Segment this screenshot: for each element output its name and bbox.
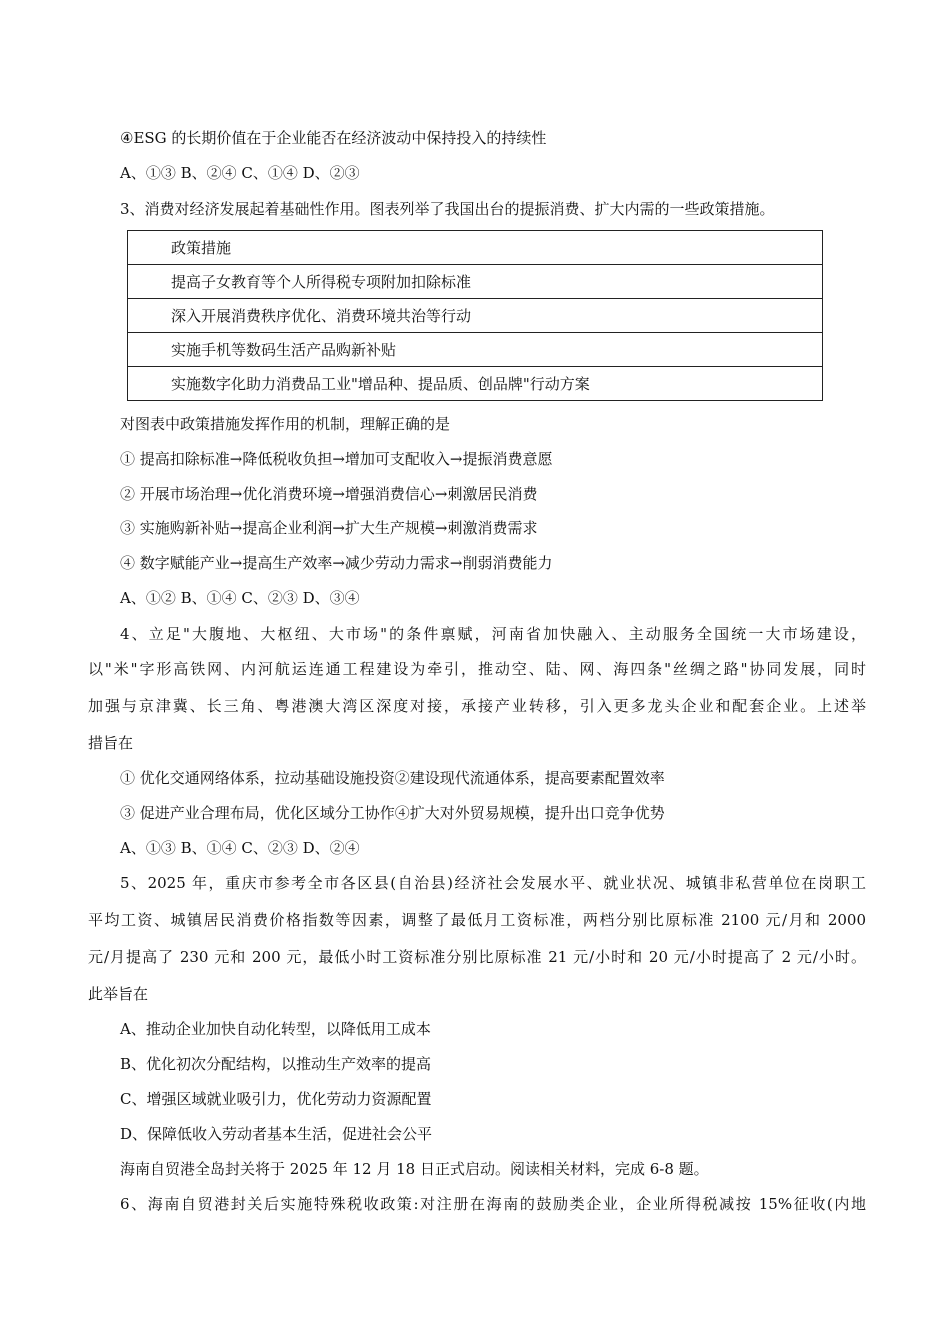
table-row (128, 333, 823, 367)
q5-stem-line-3: 元/月提高了 230 元和 200 元，最低小时工资标准分别比原标准 21 元/小时和 20 元/小时提高了 2 元/小时。 (88, 948, 866, 966)
q6-stem-line-1: 6、海南自贸港封关后实施特殊税收政策:对注册在海南的鼓励类企业，企业所得税减按 15%征收(内地 (120, 1195, 866, 1213)
table-row (128, 367, 823, 401)
table-cell: 深入开展消费秩序优化、消费环境共治等行动 (128, 299, 823, 333)
table-cell: 实施数字化助力消费品工业"增品种、提品质、创品牌"行动方案 (128, 367, 823, 401)
q5-option-b: B、优化初次分配结构，以推动生产效率的提高 (120, 1055, 432, 1073)
table-row (128, 299, 823, 333)
q4-options: A、①③ B、①④ C、②③ D、②④ (120, 839, 360, 857)
q3-question: 对图表中政策措施发挥作用的机制，理解正确的是 (120, 415, 451, 433)
table-header-row (128, 231, 823, 265)
q3-item-3: ③ 实施购新补贴→提高企业利润→扩大生产规模→刺激消费需求 (120, 519, 538, 537)
table-cell: 实施手机等数码生活产品购新补贴 (128, 333, 823, 367)
q5-option-d: D、保障低收入劳动者基本生活，促进社会公平 (120, 1125, 433, 1143)
q4-stem-line-4: 措旨在 (88, 734, 134, 752)
q3-options: A、①② B、①④ C、②③ D、③④ (120, 589, 360, 607)
policy-table (127, 230, 823, 401)
q2-item-4: ④ESG 的长期价值在于企业能否在经济波动中保持投入的持续性 (120, 129, 547, 147)
intro-6-8: 海南自贸港全岛封关将于 2025 年 12 月 18 日正式启动。阅读相关材料，完成 6-8 题。 (120, 1160, 709, 1178)
q3-stem: 3、消费对经济发展起着基础性作用。图表列举了我国出台的提振消费、扩大内需的一些政策措施。 (120, 200, 775, 218)
q5-option-a: A、推动企业加快自动化转型，以降低用工成本 (120, 1020, 431, 1038)
q5-stem-line-1: 5、2025 年，重庆市参考全市各区县(自治县)经济社会发展水平、就业状况、城镇非私营单位在岗职工 (120, 874, 866, 892)
q4-stem-line-2: 以"米"字形高铁网、内河航运连通工程建设为牵引，推动空、陆、网、海四条"丝绸之路"协同发展，同时 (88, 660, 866, 678)
q5-stem-line-2: 平均工资、城镇居民消费价格指数等因素，调整了最低月工资标准，两档分别比原标准 2100 元/月和 2000 (88, 911, 866, 929)
q2-options: A、①③ B、②④ C、①④ D、②③ (120, 164, 360, 182)
q3-item-2: ② 开展市场治理→优化消费环境→增强消费信心→刺激居民消费 (120, 485, 538, 503)
q4-stem-line-1: 4、立足"大腹地、大枢纽、大市场"的条件禀赋，河南省加快融入、主动服务全国统一大市场建设， (120, 625, 866, 643)
q4-item-2: ③ 促进产业合理布局，优化区域分工协作④扩大对外贸易规模，提升出口竞争优势 (120, 804, 665, 822)
table-cell: 提高子女教育等个人所得税专项附加扣除标准 (128, 265, 823, 299)
table-row (128, 265, 823, 299)
q3-item-4: ④ 数字赋能产业→提高生产效率→减少劳动力需求→削弱消费能力 (120, 554, 553, 572)
q5-stem-line-4: 此举旨在 (88, 985, 149, 1003)
q5-option-c: C、增强区域就业吸引力，优化劳动力资源配置 (120, 1090, 432, 1108)
table-header-cell: 政策措施 (128, 231, 823, 265)
q4-stem-line-3: 加强与京津冀、长三角、粤港澳大湾区深度对接，承接产业转移，引入更多龙头企业和配套企业。上述举 (88, 697, 866, 715)
q3-item-1: ① 提高扣除标准→降低税收负担→增加可支配收入→提振消费意愿 (120, 450, 553, 468)
q4-item-1: ① 优化交通网络体系，拉动基础设施投资②建设现代流通体系，提高要素配置效率 (120, 769, 665, 787)
